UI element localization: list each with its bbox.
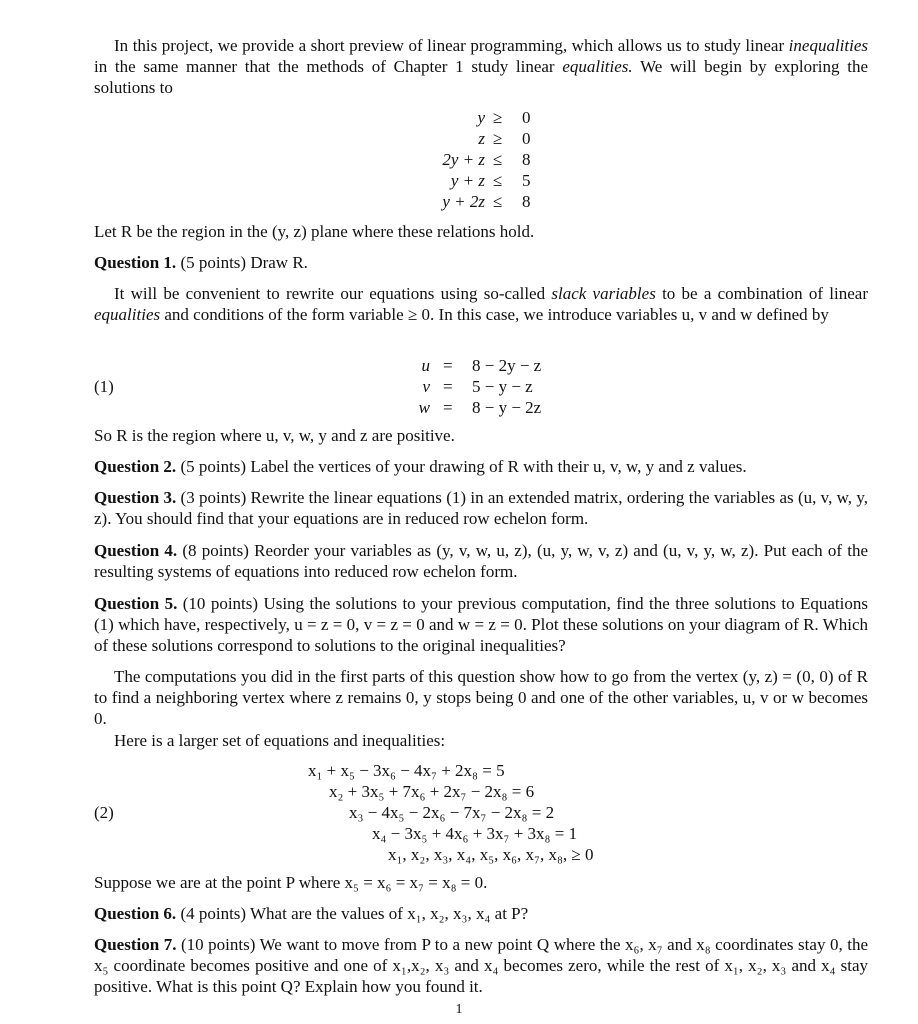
question-2: [94, 456, 868, 477]
intro-text-2: in the same manner that the methods of Chapter 1 study linear: [94, 57, 563, 76]
ineq-lhs: y + 2z: [442, 192, 485, 211]
equation-2-system: [300, 760, 680, 870]
ineq-rel: ≥: [493, 108, 503, 127]
intro-emph-inequalities: inequalities: [788, 36, 868, 55]
question-5-label: Question 5.: [94, 594, 178, 613]
ineq-rel: ≤: [493, 192, 503, 211]
question-7-label: Question 7.: [94, 935, 177, 954]
question-2-text: (5 points) Label the vertices of your drawing of R with their u, v, w, y and z values.: [176, 457, 747, 476]
equation-1-system: [400, 355, 570, 419]
region-definition: Let R be the region in the (y, z) plane where these relations hold.: [94, 222, 535, 241]
ineq-rhs: 8: [522, 150, 531, 169]
computations-paragraph: The computations you did in the first parts of this question show how to go from the vertex (y, z) = (0, 0) of R to find a neighboring vertex where z remains 0, y stops being 0 and one of the other variables, u, v or w becomes 0.: [94, 667, 868, 728]
equation-1-label: (1): [94, 377, 114, 396]
ineq-lhs: 2y + z: [442, 150, 485, 169]
ineq-rel: ≥: [493, 129, 503, 148]
question-1-text: (5 points) Draw R.: [176, 253, 308, 272]
question-4-label: Question 4.: [94, 541, 178, 560]
question-5: [94, 593, 868, 656]
equation-2-label: (2): [94, 803, 114, 822]
ineq-rhs: 0: [522, 129, 531, 148]
ineq-rel: ≤: [493, 150, 503, 169]
slack-emph-slack-variables: slack variables: [551, 284, 656, 303]
page-number: 1: [455, 1002, 463, 1017]
region-positive-statement: So R is the region where u, v, w, y and z are positive.: [94, 426, 455, 445]
question-6-text: (4 points) What are the values of x₁, x₂, x₃, x₄ at P?: [176, 904, 529, 923]
eq2-row: x₄ − 3x₅ + 4x₆ + 3x₇ + 3x₈ = 1: [372, 824, 578, 843]
question-7: [94, 934, 868, 997]
ineq-rhs: 8: [522, 192, 531, 211]
intro-text-1: In this project, we provide a short preview of linear programming, which allows us to study linear: [114, 36, 789, 55]
question-3-text: (3 points) Rewrite the linear equations (1) in an extended matrix, ordering the variables as (u, v, w, y, z). You should find that your equations are in reduced row echelon form.: [94, 488, 868, 528]
larger-set-intro: Here is a larger set of equations and inequalities:: [114, 731, 446, 750]
eq2-nonnegativity: x₁, x₂, x₃, x₄, x₅, x₆, x₇, x₈, ≥ 0: [388, 845, 594, 864]
eq-lhs: w: [418, 398, 430, 417]
question-7-text: (10 points) We want to move from P to a new point Q where the x₆, x₇ and x₈ coordinates stay 0, the x₅ coordinate becomes positive and one of x₁,x₂, x₃ and x₄ becomes zero, while the rest of x₁, x₂, x₃ and x₄ stay positive. What is this point Q? Explain how you found it.: [94, 935, 868, 996]
question-2-label: Question 2.: [94, 457, 177, 476]
slack-emph-equalities: equalities: [94, 305, 161, 324]
slack-text-1: It will be convenient to rewrite our equations using so-called: [114, 284, 552, 303]
intro-emph-equalities: equalities.: [562, 57, 633, 76]
question-3: [94, 487, 868, 529]
slack-paragraph: [94, 283, 868, 325]
eq-rhs: 8 − 2y − z: [472, 356, 542, 375]
question-6-label: Question 6.: [94, 904, 177, 923]
question-3-label: Question 3.: [94, 488, 177, 507]
eq2-row: x₃ − 4x₅ − 2x₆ − 7x₇ − 2x₈ = 2: [349, 803, 555, 822]
question-4: [94, 540, 868, 582]
intro-text-3: We will begin by exploring the solutions to: [94, 57, 868, 97]
ineq-lhs: y: [477, 108, 485, 127]
eq-lhs: u: [421, 356, 430, 375]
ineq-rhs: 0: [522, 108, 531, 127]
eq-rhs: 5 − y − z: [472, 377, 533, 396]
point-p-statement: Suppose we are at the point P where x₅ = x₆ = x₇ = x₈ = 0.: [94, 873, 488, 892]
question-4-text: (8 points) Reorder your variables as (y, v, w, u, z), (u, y, w, v, z) and (u, v, y, w, z). Put each of the resulting systems of equations into reduced row echelon form.: [94, 541, 868, 581]
ineq-lhs: z: [478, 129, 485, 148]
ineq-rhs: 5: [522, 171, 531, 190]
eq-rhs: 8 − y − 2z: [472, 398, 542, 417]
question-5-text: (10 points) Using the solutions to your previous computation, find the three solutions to Equations (1) which have, respectively, u = z = 0, v = z = 0 and w = z = 0. Plot these solutions on your diagram of R. Which of these solutions correspond to solutions to the original inequalities?: [94, 594, 868, 655]
ineq-rel: ≤: [493, 171, 503, 190]
eq2-row: x₁ + x₅ − 3x₆ − 4x₇ + 2x₈ = 5: [308, 761, 505, 780]
eq-rel: =: [443, 356, 453, 375]
question-1-label: Question 1.: [94, 253, 177, 272]
question-6: [94, 903, 868, 924]
eq-lhs: v: [422, 377, 430, 396]
eq2-row: x₂ + 3x₅ + 7x₆ + 2x₇ − 2x₈ = 6: [329, 782, 535, 801]
question-1: [94, 252, 868, 273]
inequality-system: [390, 107, 570, 217]
eq-rel: =: [443, 398, 453, 417]
slack-text-2: to be a combination of linear: [655, 284, 868, 303]
slack-text-3: and conditions of the form variable ≥ 0. In this case, we introduce variables u, v and w defined by: [160, 305, 829, 324]
eq-rel: =: [443, 377, 453, 396]
intro-paragraph: [94, 35, 868, 98]
ineq-lhs: y + z: [450, 171, 485, 190]
